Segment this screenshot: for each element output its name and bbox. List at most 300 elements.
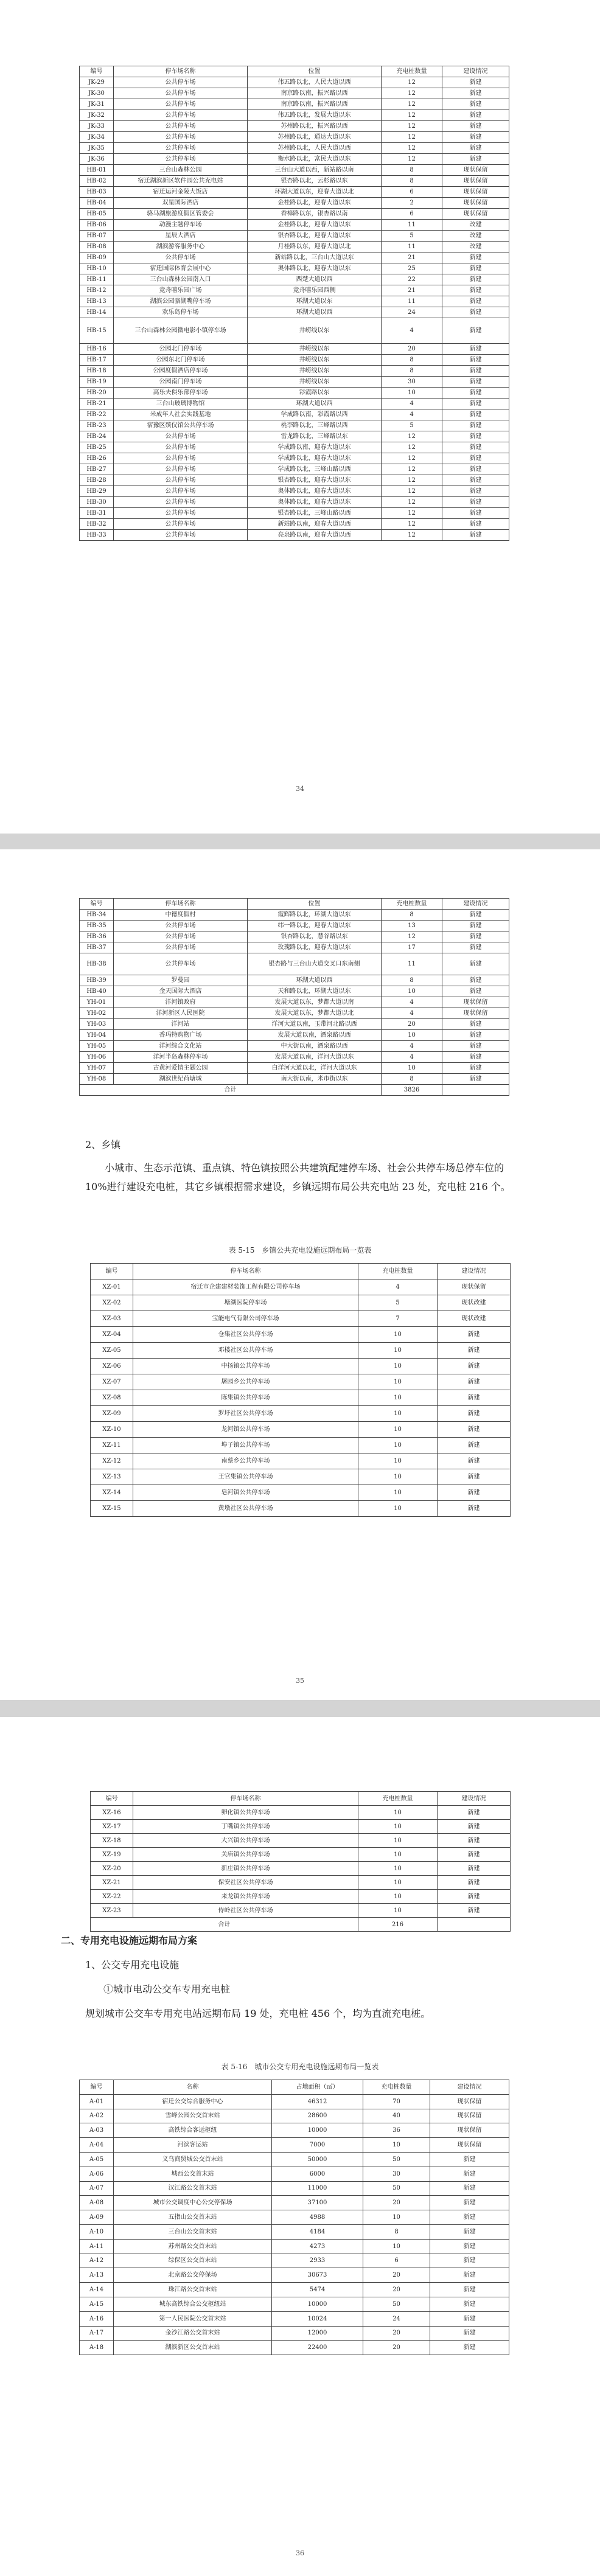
table-cell: 邓楼社区公共停车场 [133, 1343, 358, 1359]
table-cell: 新建 [442, 1074, 509, 1085]
table-cell: 新建 [442, 942, 509, 953]
table-cell: 新建 [442, 508, 509, 519]
column-header: 充电桩数量 [382, 899, 442, 910]
table-cell: 埠子镇公共停车场 [133, 1438, 358, 1453]
table-row [80, 953, 509, 975]
table-cell: 新建 [442, 285, 509, 296]
table-row [80, 464, 509, 475]
table-cell: 动漫主题停车场 [114, 220, 248, 231]
table-row [91, 1327, 511, 1343]
table-cell: 4273 [272, 2239, 363, 2254]
table-cell: 银杏路以北，慧谷路以东 [248, 931, 382, 942]
table-cell: 公园北门停车场 [114, 344, 248, 355]
table-cell: 洋河半岛森林停车场 [114, 1052, 248, 1063]
table-cell: 8 [382, 975, 442, 986]
table-cell: 公共停车场 [114, 519, 248, 530]
table-cell: 公共停车场 [114, 953, 248, 975]
table-cell: A-14 [80, 2283, 114, 2297]
table-cell: 苏州路以北，人民大道以西 [248, 143, 382, 154]
table-cell: HB-01 [80, 165, 114, 176]
column-header: 建设情况 [442, 899, 509, 910]
table-cell: 公共停车场 [114, 921, 248, 931]
table-cell: YH-05 [80, 1041, 114, 1052]
table-cell: 王官集镇公共停车场 [133, 1469, 358, 1485]
table-cell: HB-07 [80, 231, 114, 242]
table-cell: 4 [382, 318, 442, 344]
table-cell: 8 [382, 176, 442, 187]
table-cell: 竞舟嘻乐园广场 [114, 285, 248, 296]
table-cell: XZ-03 [91, 1311, 133, 1327]
table-cell: 12 [382, 486, 442, 497]
table-cell: A-10 [80, 2224, 114, 2239]
table-row [91, 1820, 511, 1834]
table-cell: 10 [358, 1469, 438, 1485]
table-cell: 新建 [442, 252, 509, 263]
table-cell: 21 [382, 252, 442, 263]
table-cell: 新建 [430, 2152, 509, 2167]
table-cell: 双星国际酒店 [114, 198, 248, 209]
table-cell: 新建 [438, 1406, 511, 1422]
table-cell: 新建 [438, 1834, 511, 1848]
table-cell: 新建 [442, 931, 509, 942]
table-row [80, 2152, 509, 2167]
table-cell: 12 [382, 132, 442, 143]
table-cell: 24 [363, 2311, 430, 2326]
table-cell: 新建 [442, 1041, 509, 1052]
table-cell: A-17 [80, 2326, 114, 2341]
table-cell: 30 [363, 2167, 430, 2181]
table-header-row [80, 66, 509, 77]
table-cell: 新建 [442, 1019, 509, 1030]
table-row [91, 1904, 511, 1918]
table-cell: 洋河站 [114, 1019, 248, 1030]
table-cell: HB-09 [80, 252, 114, 263]
table-cell: 10 [382, 1030, 442, 1041]
table-cell: 10 [358, 1501, 438, 1517]
table-cell: 新建 [430, 2311, 509, 2326]
table-cell: XZ-04 [91, 1327, 133, 1343]
table-cell: 发展大道以南，洋河大道以东 [248, 1052, 382, 1063]
table-cell: 新建 [442, 442, 509, 453]
table-cell: 三台山公交首末站 [114, 2224, 272, 2239]
table-cell: 10 [358, 1485, 438, 1501]
table-cell: YH-08 [80, 1074, 114, 1085]
column-header: 编号 [80, 2080, 114, 2095]
table-cell: 洋河大道以南，玉带河北路以西 [248, 1019, 382, 1030]
table-cell: 汉江路公交首末站 [114, 2181, 272, 2196]
table-cell: 22400 [272, 2341, 363, 2355]
table-row [80, 2181, 509, 2196]
table-cell: 井崂线以东 [248, 366, 382, 377]
column-header: 充电桩数量 [358, 1264, 438, 1279]
table-row [80, 2239, 509, 2254]
table-cell: 12 [382, 121, 442, 132]
table-row [91, 1295, 511, 1311]
table-cell: 现状改建 [438, 1311, 511, 1327]
table-cell: 大兴镇公共停车场 [133, 1834, 358, 1848]
table-cell: HB-34 [80, 910, 114, 921]
table-cell: HB-13 [80, 296, 114, 307]
table-row [80, 1019, 509, 1030]
table-cell: 11 [382, 242, 442, 252]
table-cell: A-03 [80, 2123, 114, 2138]
table-cell: 11000 [272, 2181, 363, 2196]
table-cell: 公共停车场 [114, 110, 248, 121]
table-row [80, 1063, 509, 1074]
column-header: 充电桩数量 [358, 1792, 438, 1806]
table-cell: HB-25 [80, 442, 114, 453]
document-page-1 [0, 0, 600, 834]
table-row [80, 409, 509, 420]
table-cell: 36 [363, 2123, 430, 2138]
table-cell: A-07 [80, 2181, 114, 2196]
table-row [80, 508, 509, 519]
table-row [80, 2109, 509, 2123]
table-cell: 香玛特购物广场 [114, 1030, 248, 1041]
table-cell: 37100 [272, 2196, 363, 2210]
table-cell: A-09 [80, 2210, 114, 2225]
column-header: 建设情况 [438, 1264, 511, 1279]
table-cell: 新建 [438, 1848, 511, 1862]
table-cell: 金桂路以北，迎春大道以东 [248, 198, 382, 209]
table-cell: 新建 [438, 1327, 511, 1343]
section-heading-towns: 2、乡镇 [85, 1139, 121, 1150]
table-cell: 新建 [442, 143, 509, 154]
table-cell: 公共停车场 [114, 508, 248, 519]
table-cell: 新建 [430, 2283, 509, 2297]
table-cell: 20 [382, 1019, 442, 1030]
table-row [91, 1485, 511, 1501]
empty-cell [438, 1918, 511, 1932]
table-cell: 桃李路以北，三峰路以西 [248, 420, 382, 431]
table-row [80, 209, 509, 220]
table-cell: HB-30 [80, 497, 114, 508]
table-cell: 2 [382, 198, 442, 209]
table-cell: 6000 [272, 2167, 363, 2181]
table-cell: 新站路以南，迎春大道以西 [248, 519, 382, 530]
table-cell: 西楚大道以西 [248, 274, 382, 285]
table-cell: 改建 [442, 231, 509, 242]
column-header: 位置 [248, 66, 382, 77]
table-cell: HB-38 [80, 953, 114, 975]
table-cell: HB-03 [80, 187, 114, 198]
table-row [80, 88, 509, 99]
table-cell: A-02 [80, 2109, 114, 2123]
table-total-row [91, 1918, 511, 1932]
table-cell: 10 [358, 1343, 438, 1359]
table-cell: HB-10 [80, 263, 114, 274]
table-row [91, 1469, 511, 1485]
table-cell: 现状保留 [442, 209, 509, 220]
section-heading-dedicated: 二、专用充电设施远期布局方案 [61, 1935, 198, 1946]
parking-charging-table-page2 [79, 898, 509, 1096]
table-cell: A-16 [80, 2311, 114, 2326]
table-row [91, 1890, 511, 1904]
table-cell: 10 [363, 2210, 430, 2225]
table-cell: 三台山森林公园微电影小镇停车场 [114, 318, 248, 344]
table-cell: XZ-23 [91, 1904, 133, 1918]
table-row [80, 420, 509, 431]
table-row [80, 132, 509, 143]
table-cell: 12 [382, 88, 442, 99]
table-cell: 新建 [442, 431, 509, 442]
table-cell: A-18 [80, 2341, 114, 2355]
table-cell: 珠江路公交首末站 [114, 2283, 272, 2297]
table-row [80, 442, 509, 453]
table-cell: 三台山森林公园南入口 [114, 274, 248, 285]
table-cell: 塘湖医院停车场 [133, 1295, 358, 1311]
table-cell: 4 [358, 1279, 438, 1295]
table-cell: 公共停车场 [114, 431, 248, 442]
table-caption-5-15: 表 5-15 乡镇公共充电设施远期布局一览表 [228, 1246, 372, 1255]
table-cell: 新建 [442, 274, 509, 285]
table-cell: 中扬镇公共停车场 [133, 1359, 358, 1374]
table-cell: 新建 [430, 2297, 509, 2311]
table-cell: 新建 [442, 366, 509, 377]
table-cell: 现状保留 [438, 1279, 511, 1295]
table-row [80, 475, 509, 486]
table-cell: 新建 [442, 921, 509, 931]
table-cell: 银杏路以北，三峰山路以西 [248, 508, 382, 519]
table-cell: 5474 [272, 2283, 363, 2297]
table-cell: 12 [382, 143, 442, 154]
table-row [80, 344, 509, 355]
table-cell: 新建 [442, 409, 509, 420]
table-row [80, 2283, 509, 2297]
table-cell: 新建 [430, 2224, 509, 2239]
table-cell: 奥体路以北，迎春大道以东 [248, 263, 382, 274]
table-cell: 新建 [438, 1374, 511, 1390]
table-cell: 10 [382, 388, 442, 399]
bus-paragraph: 规划城市公交车专用充电站远期布局 19 处，充电桩 456 个，均为直流充电桩。 [85, 2008, 431, 2019]
total-label: 合计 [80, 1085, 382, 1096]
table-row [80, 2123, 509, 2138]
table-cell: HB-26 [80, 453, 114, 464]
empty-cell [442, 1085, 509, 1096]
table-cell: 欢乐岛停车场 [114, 307, 248, 318]
table-cell: 新建 [442, 263, 509, 274]
table-cell: A-12 [80, 2254, 114, 2268]
column-header: 编号 [91, 1792, 133, 1806]
table-cell: 南蔡乡公共停车场 [133, 1453, 358, 1469]
table-cell: 洋河新区人民医院 [114, 1008, 248, 1019]
table-row [80, 2268, 509, 2283]
table-row [80, 231, 509, 242]
table-cell: 12 [382, 154, 442, 165]
table-cell: 宿豫区殡仪馆公共停车场 [114, 420, 248, 431]
table-cell: XZ-13 [91, 1469, 133, 1485]
table-row [91, 1453, 511, 1469]
table-cell: HB-37 [80, 942, 114, 953]
column-header: 停车场名称 [133, 1792, 358, 1806]
column-header: 名称 [114, 2080, 272, 2095]
table-cell: 新建 [442, 453, 509, 464]
subsection-bus-facilities: 1、公交专用充电设施 [85, 1959, 180, 1971]
table-cell: 湖滨世纪荷塘城 [114, 1074, 248, 1085]
table-cell: 新建 [438, 1438, 511, 1453]
table-cell: 南京路以南，振兴路以西 [248, 99, 382, 110]
bus-charging-table [79, 2080, 509, 2355]
table-cell: 井崂线以东 [248, 377, 382, 388]
table-cell: 10 [358, 1862, 438, 1876]
table-cell: XZ-20 [91, 1862, 133, 1876]
table-cell: 22 [382, 274, 442, 285]
table-cell: XZ-12 [91, 1453, 133, 1469]
table-cell: XZ-02 [91, 1295, 133, 1311]
table-row [80, 296, 509, 307]
table-row [80, 263, 509, 274]
table-cell: 新建 [438, 1469, 511, 1485]
table-cell: JK-35 [80, 143, 114, 154]
table-cell: 现状保留 [442, 997, 509, 1008]
table-cell: 12 [382, 431, 442, 442]
table-cell: 20 [382, 344, 442, 355]
table-cell: XZ-09 [91, 1406, 133, 1422]
table-row [91, 1359, 511, 1374]
table-cell: 12 [382, 110, 442, 121]
column-header: 停车场名称 [114, 66, 248, 77]
table-cell: 20 [363, 2326, 430, 2341]
table-row [80, 99, 509, 110]
table-cell: 新建 [442, 910, 509, 921]
table-cell: YH-04 [80, 1030, 114, 1041]
table-cell: HB-28 [80, 475, 114, 486]
table-cell: 新建 [442, 530, 509, 541]
table-row [80, 285, 509, 296]
column-header: 编号 [91, 1264, 133, 1279]
table-cell: 城市公交调度中心公交停保场 [114, 2196, 272, 2210]
parking-charging-table-page1 [79, 66, 509, 541]
table-cell: 12 [382, 453, 442, 464]
table-cell: 城东高铁综合公交枢纽站 [114, 2297, 272, 2311]
table-cell: 4 [382, 1041, 442, 1052]
table-row [91, 1311, 511, 1327]
table-cell: 现状改建 [438, 1295, 511, 1311]
table-cell: 10 [363, 2138, 430, 2153]
table-cell: 新建 [442, 132, 509, 143]
table-cell: 新建 [442, 1030, 509, 1041]
table-cell: 环湖大道以东 [248, 296, 382, 307]
table-row [80, 486, 509, 497]
table-cell: 学成路以北，三峰山路以西 [248, 464, 382, 475]
table-cell: 玫瑰路以北，迎春大道以东 [248, 942, 382, 953]
table-row [80, 2196, 509, 2210]
table-cell: 公共停车场 [114, 252, 248, 263]
table-cell: 10 [358, 1438, 438, 1453]
table-cell: 苏州路公交首末站 [114, 2239, 272, 2254]
table-row [80, 307, 509, 318]
table-cell: HB-31 [80, 508, 114, 519]
table-cell: HB-40 [80, 986, 114, 997]
table-cell: 保安社区公共停车场 [133, 1876, 358, 1890]
table-cell: 10 [358, 1806, 438, 1820]
page-number: 35 [296, 1677, 304, 1685]
table-cell: JK-31 [80, 99, 114, 110]
table-cell: HB-11 [80, 274, 114, 285]
table-cell: 侍岭社区公共停车场 [133, 1904, 358, 1918]
table-cell: 10 [358, 1406, 438, 1422]
table-cell: HB-18 [80, 366, 114, 377]
table-cell: A-05 [80, 2152, 114, 2167]
table-cell: XZ-08 [91, 1390, 133, 1406]
table-cell: 新建 [430, 2326, 509, 2341]
table-cell: 香樟路以东，银杏路以南 [248, 209, 382, 220]
table-caption-5-16: 表 5-16 城市公交专用充电设施远期布局一览表 [221, 2063, 379, 2071]
table-cell: 来龙镇公共停车场 [133, 1890, 358, 1904]
table-cell: XZ-15 [91, 1501, 133, 1517]
table-cell: 金沙江路公交首末站 [114, 2326, 272, 2341]
table-cell: A-13 [80, 2268, 114, 2283]
table-cell: 新建 [442, 307, 509, 318]
table-cell: 24 [382, 307, 442, 318]
table-cell: 综保区公交首末站 [114, 2254, 272, 2268]
column-header: 停车场名称 [114, 899, 248, 910]
table-cell: 新建 [442, 1063, 509, 1074]
table-cell: 公共停车场 [114, 121, 248, 132]
table-cell: 4 [382, 997, 442, 1008]
table-cell: 发展大道以南，酒泉路以西 [248, 1030, 382, 1041]
table-row [80, 2094, 509, 2109]
table-row [80, 274, 509, 285]
table-cell: XZ-19 [91, 1848, 133, 1862]
table-cell: 10 [358, 1374, 438, 1390]
table-row [80, 986, 509, 997]
table-cell: 新建 [442, 399, 509, 409]
table-cell: HB-33 [80, 530, 114, 541]
table-cell: A-11 [80, 2239, 114, 2254]
table-cell: 10 [358, 1890, 438, 1904]
table-row [80, 1074, 509, 1085]
table-cell: 城西公交首末站 [114, 2167, 272, 2181]
table-cell: HB-39 [80, 975, 114, 986]
table-cell: 新建 [438, 1501, 511, 1517]
total-value: 216 [358, 1918, 438, 1932]
table-header-row [91, 1264, 511, 1279]
table-cell: 4 [382, 1008, 442, 1019]
table-cell: 金桂路以北，迎春大道以东 [248, 220, 382, 231]
table-row [91, 1406, 511, 1422]
table-cell: 10 [358, 1359, 438, 1374]
table-cell: 20 [363, 2283, 430, 2297]
table-cell: 20 [363, 2268, 430, 2283]
table-cell: 白洋河大道以北，洋河大道以东 [248, 1063, 382, 1074]
table-row [80, 997, 509, 1008]
table-cell: 12 [382, 931, 442, 942]
table-row [91, 1501, 511, 1517]
table-cell: 宿迁公交综合服务中心 [114, 2094, 272, 2109]
column-header: 停车场名称 [133, 1264, 358, 1279]
table-cell: 天和路以北，环湖大道以东 [248, 986, 382, 997]
table-cell: XZ-21 [91, 1876, 133, 1890]
table-cell: HB-24 [80, 431, 114, 442]
table-cell: 湖滨游客服务中心 [114, 242, 248, 252]
table-cell: 银杏路以北，迎春大道以东 [248, 231, 382, 242]
table-row [91, 1343, 511, 1359]
table-cell: 古黄河爱情主题公园 [114, 1063, 248, 1074]
table-cell: 南京路以南，振兴路以西 [248, 88, 382, 99]
table-cell: YH-02 [80, 1008, 114, 1019]
column-header: 充电桩数量 [382, 66, 442, 77]
table-cell: 新建 [430, 2196, 509, 2210]
table-cell: 新建 [438, 1453, 511, 1469]
table-cell: 新建 [438, 1876, 511, 1890]
table-cell: 5 [382, 420, 442, 431]
table-cell: XZ-16 [91, 1806, 133, 1820]
table-cell: HB-23 [80, 420, 114, 431]
table-cell: 新建 [438, 1806, 511, 1820]
table-cell: 改建 [442, 220, 509, 231]
table-row [80, 242, 509, 252]
